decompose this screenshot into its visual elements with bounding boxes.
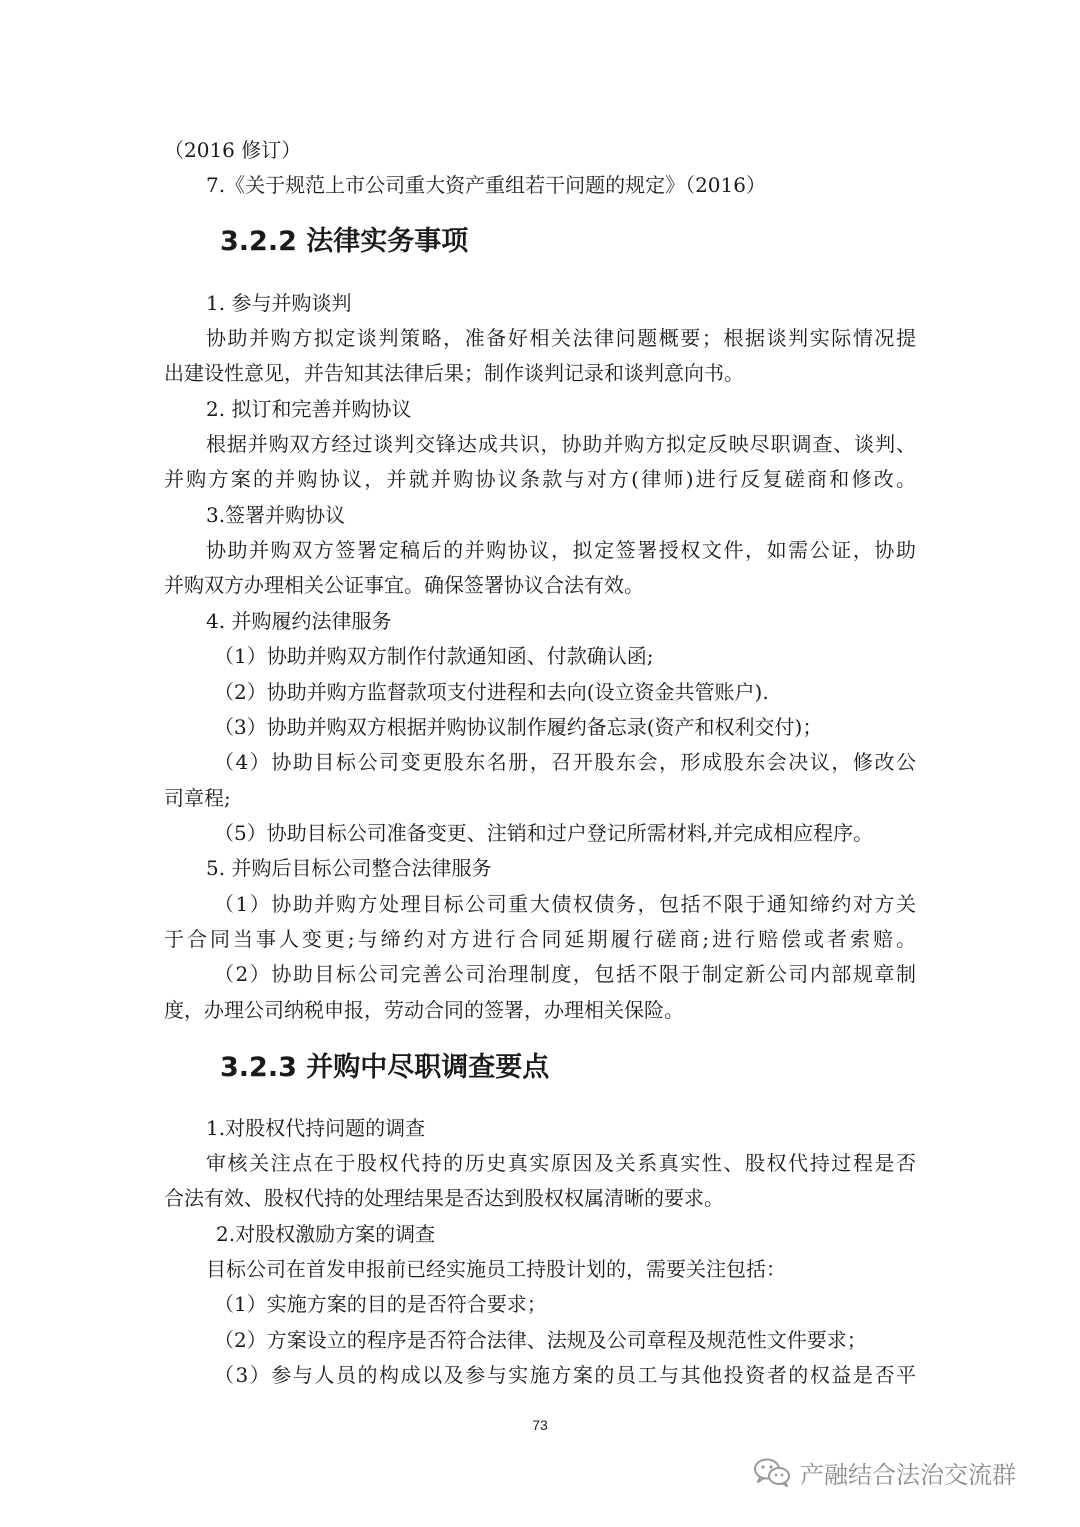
list-subitem: （5）协助目标公司准备变更、注销和过户登记所需材料,并完成相应程序。 — [214, 821, 874, 845]
list-subitem: （2）协助并购方监督款项支付进程和去向(设立资金共管账户). — [214, 680, 769, 704]
list-subitem: （1）协助并购方处理目标公司重大债权债务，包括不限于通知缔约对方关 — [214, 892, 916, 916]
list-item-title: 4. 并购履约法律服务 — [206, 609, 392, 633]
text-line: 合法有效、股权代持的处理结果是否达到股权权属清晰的要求。 — [164, 1186, 724, 1210]
text-line: 协助并购双方签署定稿后的并购协议，拟定签署授权文件，如需公证，协助 — [206, 538, 916, 562]
list-item-title: 1.对股权代持问题的调查 — [206, 1116, 426, 1140]
text-line: 根据并购双方经过谈判交锋达成共识，协助并购方拟定反映尽职调查、谈判、 — [206, 432, 916, 456]
list-subitem: （2）方案设立的程序是否符合法律、法规及公司章程及规范性文件要求； — [214, 1328, 867, 1352]
text-line: 目标公司在首发申报前已经实施员工持股计划的，需要关注包括： — [206, 1257, 786, 1281]
section-heading-3-2-2: 3.2.2 法律实务事项 — [220, 226, 469, 257]
watermark-text: 产融结合法治交流群 — [800, 1460, 1016, 1489]
wechat-icon — [752, 1457, 792, 1487]
text-line: 7.《关于规范上市公司重大资产重组若干问题的规定》（2016） — [206, 173, 766, 197]
section-heading-3-2-3: 3.2.3 并购中尽职调查要点 — [220, 1052, 550, 1083]
list-subitem: （3）协助并购双方根据并购协议制作履约备忘录(资产和权利交付)； — [214, 715, 823, 739]
text-line: （2016 修订） — [164, 138, 302, 162]
text-line: 出建设性意见，并告知其法律后果；制作谈判记录和谈判意向书。 — [164, 361, 744, 385]
list-item-title: 5. 并购后目标公司整合法律服务 — [206, 856, 492, 880]
list-subitem: （4）协助目标公司变更股东名册，召开股东会，形成股东会决议，修改公 — [214, 750, 916, 774]
text-line: 并购方案的并购协议，并就并购协议条款与对方(律师)进行反复磋商和修改。 — [164, 467, 916, 491]
list-subitem: （1）实施方案的目的是否符合要求； — [214, 1292, 547, 1316]
text-line: 于合同当事人变更;与缔约对方进行合同延期履行磋商;进行赔偿或者索赔。 — [164, 927, 916, 951]
text-line: 审核关注点在于股权代持的历史真实原因及关系真实性、股权代持过程是否 — [206, 1151, 916, 1175]
list-item-title: 1. 参与并购谈判 — [206, 291, 352, 315]
list-item-title: 3.签署并购协议 — [206, 503, 346, 527]
text-line: 度，办理公司纳税申报，劳动合同的签署，办理相关保险。 — [164, 998, 684, 1022]
text-line: 司章程; — [164, 786, 231, 810]
text-line: 并购双方办理相关公证事宜。确保签署协议合法有效。 — [164, 573, 644, 597]
list-subitem: （2）协助目标公司完善公司治理制度，包括不限于制定新公司内部规章制 — [214, 962, 916, 986]
watermark — [752, 1456, 1016, 1488]
text-line: 协助并购方拟定谈判策略，准备好相关法律问题概要；根据谈判实际情况提 — [206, 326, 916, 350]
list-item-title: 2. 拟订和完善并购协议 — [206, 397, 412, 421]
list-subitem: （1）协助并购双方制作付款通知函、付款确认函; — [214, 644, 654, 668]
page-number: 73 — [532, 1417, 548, 1433]
list-item-title: 2.对股权激励方案的调查 — [216, 1222, 436, 1246]
list-subitem: （3）参与人员的构成以及参与实施方案的员工与其他投资者的权益是否平 — [214, 1363, 916, 1387]
